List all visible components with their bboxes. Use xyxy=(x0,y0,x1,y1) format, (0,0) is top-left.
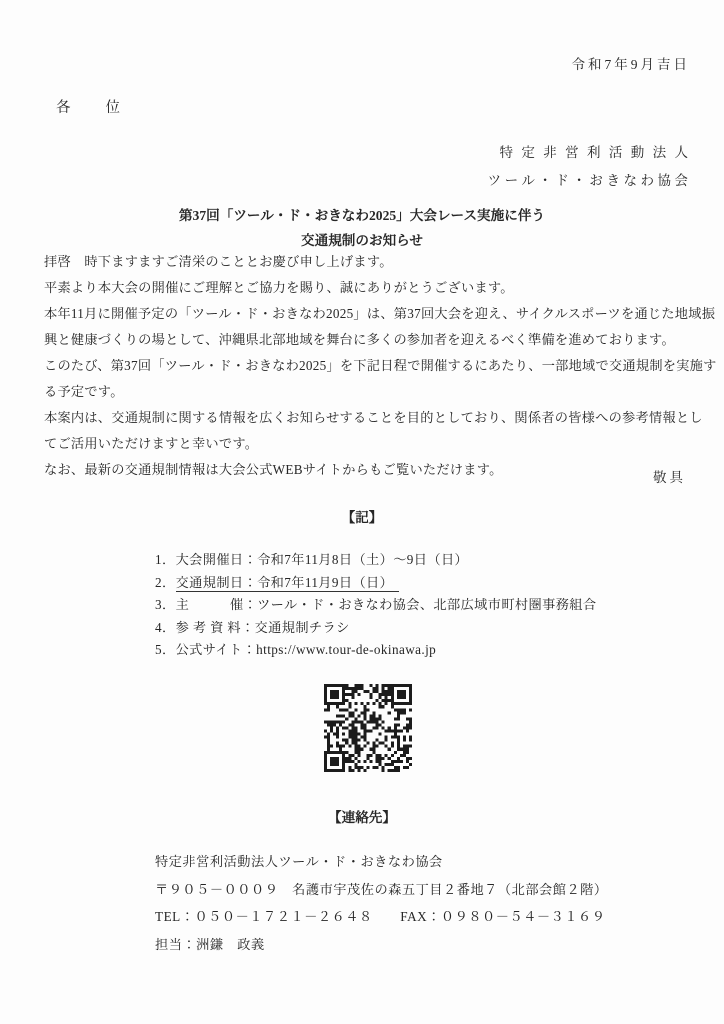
body-line: 拝啓 時下ますますご清栄のこととお慶び申し上げます。 xyxy=(44,254,393,269)
body-line: このたび、第37回「ツール・ド・おきなわ2025」を下記日程で開催するにあたり、一部地域で交通規制を実施す xyxy=(44,358,717,373)
document-title-line-1: 第37回「ツール・ド・おきなわ2025」大会レース実施に伴う xyxy=(178,208,546,223)
body-line: なお、最新の交通規制情報は大会公式WEBサイトからもご覧いただけます。 xyxy=(44,462,503,477)
list-number: 3． xyxy=(155,597,176,613)
qr-code xyxy=(322,682,414,774)
record-section-marker: 【記】 xyxy=(341,510,383,525)
list-item-official-site xyxy=(155,639,596,662)
details-list xyxy=(155,549,596,662)
contact-org-name: 特定非営利活動法人ツール・ド・おきなわ協会 xyxy=(155,854,443,869)
contact-tel-fax: TEL：０５０－１７２１－２６４８ FAX：０９８０－５４－３１６９ xyxy=(155,909,606,924)
closing-salutation: 敬具 xyxy=(653,470,686,485)
contact-address: 〒９０５－０００９ 名護市宇茂佐の森五丁目２番地７（北部会館２階） xyxy=(155,881,608,897)
qr-code-grid xyxy=(324,684,412,772)
list-item-reference xyxy=(155,617,596,640)
sender-block xyxy=(487,139,697,195)
list-item-organizer xyxy=(155,594,596,617)
document-date: 令和7年9月吉日 xyxy=(571,57,690,72)
body-line: 本案内は、交通規制に関する情報を広くお知らせすることを目的としており、関係者の皆様への参考情報とし xyxy=(44,410,703,425)
body-line: 本年11月に開催予定の「ツール・ド・おきなわ2025」は、第37回大会を迎え、サイクルスポーツを通じた地域振 xyxy=(44,306,716,321)
list-text: 大会開催日：令和7年11月8日（土）～9日（日） xyxy=(175,552,469,567)
contact-person: 担当：洲鎌 政義 xyxy=(155,936,265,952)
contact-info xyxy=(155,848,608,958)
document-title-line-2: 交通規制のお知らせ xyxy=(301,233,423,248)
list-number: 1． xyxy=(155,552,176,567)
official-site-url: 公式サイト：https://www.tour-de-okinawa.jp xyxy=(175,642,437,658)
list-item-event-date xyxy=(155,549,596,572)
body-line: る予定です。 xyxy=(44,384,124,399)
list-item-regulation-date xyxy=(155,572,596,595)
list-number: 2． xyxy=(155,574,176,590)
body-line: 平素より本大会の開催にご理解とご協力を賜り、誠にありがとうございます。 xyxy=(44,280,514,295)
body-line: てご活用いただけますと幸いです。 xyxy=(44,436,259,451)
contact-section-marker: 【連絡先】 xyxy=(328,810,396,825)
sender-org-name: ツール・ド・おきなわ協会 xyxy=(487,173,692,188)
list-number: 5． xyxy=(155,642,176,658)
list-text: 主 催：ツール・ド・おきなわ協会、北部広域市町村圏事務組合 xyxy=(175,597,597,613)
body-line: 興と健康づくりの場として、沖縄県北部地域を舞台に多くの参加者を迎えるべく準備を進めております。 xyxy=(44,332,675,347)
list-text: 参 考 資 料：交通規制チラシ xyxy=(175,619,350,635)
document-title xyxy=(0,203,724,253)
recipient-line: 各 位 xyxy=(56,100,122,116)
letter-body xyxy=(44,249,717,483)
list-text-underlined: 交通規制日：令和7年11月9日（日） xyxy=(176,575,400,592)
list-number: 4． xyxy=(155,619,176,635)
sender-org-type: 特定非営利活動法人 xyxy=(499,145,697,160)
